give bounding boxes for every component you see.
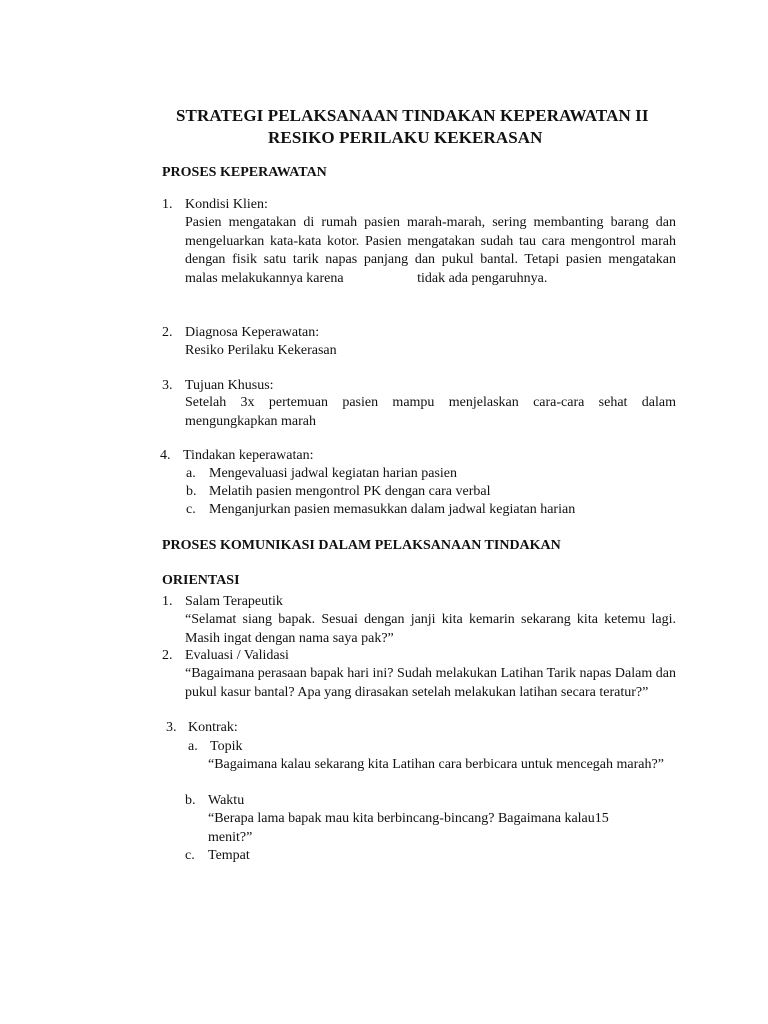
item-label-tujuan-khusus: Tujuan Khusus: <box>185 378 274 393</box>
kontrak-label-topik: Topik <box>210 739 243 754</box>
kontrak-label-waktu: Waktu <box>208 793 245 808</box>
salam-text: “Selamat siang bapak. Sesuai dengan janji kita kemarin sekarang kita ketemu lagi. Masih ingat dengan nama saya pak?” <box>185 612 676 646</box>
section-heading-proses-komunikasi: PROSES KOMUNIKASI DALAM PELAKSANAAN TINDAKAN <box>162 538 561 553</box>
subsection-heading-orientasi: ORIENTASI <box>162 573 240 588</box>
item-number: 1. <box>162 594 173 609</box>
item-number: 1. <box>162 197 173 212</box>
kondisi-klien-paragraph <box>185 214 676 288</box>
document-title: STRATEGI PELAKSANAAN TINDAKAN KEPERAWATAN II <box>176 106 649 125</box>
tujuan-khusus-text: Setelah 3x pertemuan pasien mampu menjelaskan cara-cara sehat dalam mengungkapkan marah <box>185 395 676 429</box>
diagnosa-text: Resiko Perilaku Kekerasan <box>185 343 337 358</box>
tindakan-item: Menganjurkan pasien memasukkan dalam jadwal kegiatan harian <box>209 502 576 517</box>
item-number: 3. <box>166 720 177 735</box>
subitem-letter: c. <box>186 502 196 517</box>
kondisi-klien-text: Pasien mengatakan di rumah pasien marah-marah, sering membanting barang dan mengeluarkan kata-kata kotor. Pasien mengatakan sudah tau cara mengontrol marah dengan fisik satu tarik napas panjang dan pukul bantal. Tetapi pasien mengatakan malas melakukannya karena <box>185 215 676 286</box>
subitem-letter: c. <box>185 848 195 863</box>
item-label-diagnosa: Diagnosa Keperawatan: <box>185 325 320 340</box>
kontrak-label-tempat: Tempat <box>208 848 250 863</box>
item-label-evaluasi: Evaluasi / Validasi <box>185 648 289 663</box>
evaluasi-text: “Bagaimana perasaan bapak hari ini? Sudah melakukan Latihan Tarik napas Dalam dan pukul kasur bantal? Apa yang dirasakan setelah melakukan latihan secara teratur?” <box>185 666 676 700</box>
topik-text: “Bagaimana kalau sekarang kita Latihan cara berbicara untuk mencegah marah?” <box>208 757 664 772</box>
tindakan-item: Melatih pasien mengontrol PK dengan cara verbal <box>209 484 491 499</box>
item-number: 4. <box>160 448 171 463</box>
item-number: 2. <box>162 325 173 340</box>
waktu-text: “Berapa lama bapak mau kita berbincang-bincang? Bagaimana kalau15 menit?” <box>208 811 609 845</box>
item-label-tindakan: Tindakan keperawatan: <box>183 448 314 463</box>
subitem-letter: a. <box>186 466 196 481</box>
section-heading-proses-keperawatan: PROSES KEPERAWATAN <box>162 165 327 180</box>
subitem-letter: b. <box>186 484 197 499</box>
item-number: 2. <box>162 648 173 663</box>
kondisi-klien-text-end: tidak ada pengaruhnya. <box>417 270 548 286</box>
item-label-kontrak: Kontrak: <box>188 720 238 735</box>
tindakan-item: Mengevaluasi jadwal kegiatan harian pasien <box>209 466 458 481</box>
subitem-letter: b. <box>185 793 196 808</box>
item-label-kondisi-klien: Kondisi Klien: <box>185 197 268 212</box>
item-number: 3. <box>162 378 173 393</box>
document-subtitle: RESIKO PERILAKU KEKERASAN <box>268 128 543 147</box>
item-label-salam: Salam Terapeutik <box>185 594 283 609</box>
subitem-letter: a. <box>188 739 198 754</box>
